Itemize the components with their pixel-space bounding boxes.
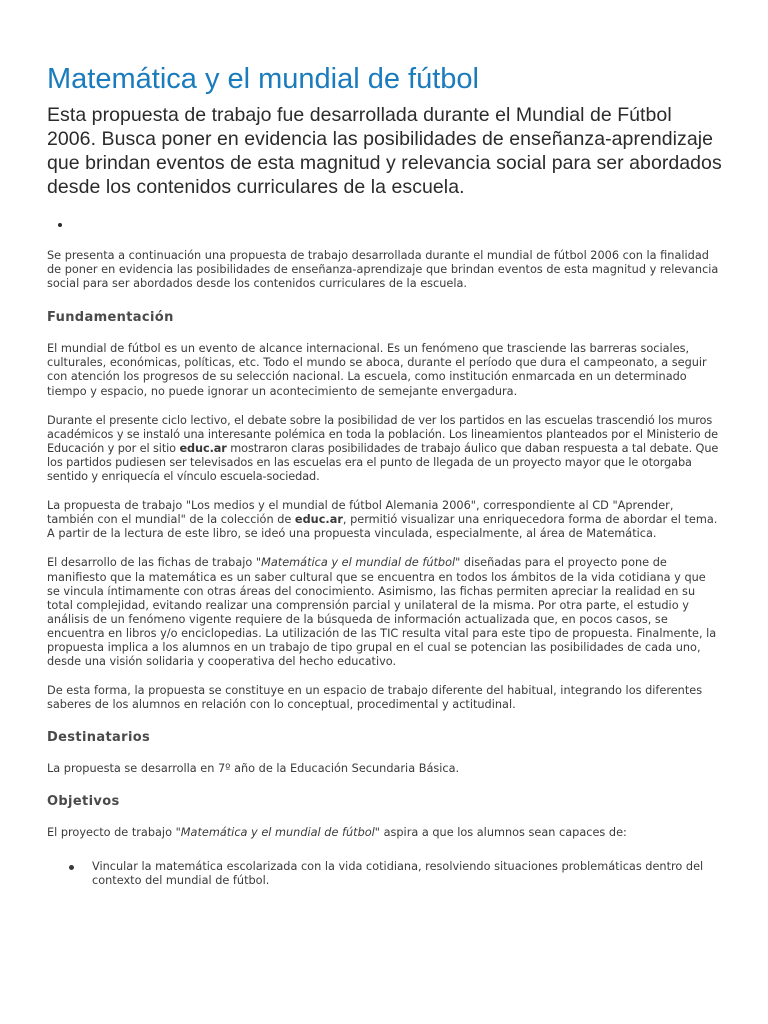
project-title-italic: "Matemática y el mundial de fútbol" — [255, 556, 461, 570]
objetivos-paragraph — [47, 826, 722, 840]
bullet-icon — [69, 865, 74, 870]
lead-paragraph: Esta propuesta de trabajo fue desarrollada durante el Mundial de Fútbol 2006. Busca poner en evidencia las posibilidades de enseñanza-aprendizaje que brindan eventos de esta magnitud y relevancia social para ser abordados desde los contenidos curriculares de la escuela. — [47, 104, 722, 198]
project-title-italic: "Matemática y el mundial de fútbol" — [175, 826, 380, 840]
page-title: Matemática y el mundial de fútbol — [47, 63, 479, 95]
objetivos-list — [47, 860, 722, 888]
educ-ar-link[interactable]: educ.ar — [179, 441, 227, 455]
paragraph-text: La propuesta de trabajo "Los medios y el mundial de fútbol Alemania 2006", correspondiente al CD "Aprender, también con el mundial" de la colección de — [47, 499, 674, 527]
fundamentacion-paragraph-2 — [47, 414, 722, 484]
paragraph-text: El proyecto de trabajo — [47, 826, 176, 840]
educ-ar-link[interactable]: educ.ar — [294, 513, 343, 527]
fundamentacion-paragraph-1: El mundial de fútbol es un evento de alcance internacional. Es un fenómeno que trasciende las barreras sociales, culturales, económicas, políticas, etc. Todo el mundo se aboca, durante el período que dura el campeonato, a seguir con atención los progresos de su selección nacional. La escuela, como institución enmarcada en un determinado tiempo y espacio, no puede ignorar un acontecimiento de semejante envergadura. — [47, 342, 707, 398]
list-item-text: Vincular la matemática escolarizada con la vida cotidiana, resolviendo situaciones problemáticas dentro del contexto del mundial de fútbol. — [92, 859, 704, 887]
paragraph-text: aspira a que los alumnos sean capaces de: — [379, 826, 627, 840]
fundamentacion-paragraph-4 — [47, 556, 722, 669]
section-heading-fundamentacion: Fundamentación — [47, 310, 174, 326]
paragraph-text: diseñadas para el proyecto pone de manifiesto que la matemática es un saber cultural que se encuentra en todos los ámbitos de la vida cotidiana y que se vincula íntimamente con otras áreas del conocimiento. Asimismo, las fichas permiten apreciar la realidad en su total complejidad, evitando realizar una comprensión parcial y unilateral de la misma. Por otra parte, el estudio y análisis de un fenómeno vigente requiere de la búsqueda de información actualizada que, en pocos casos, se encuentra en libros y/o enciclopedias. La utilización de las TIC resulta vital para este tipo de propuesta. Finalmente, la propuesta implica a los alumnos en un trabajo de tipo grupal en el cual se potencian las posibilidades de cada uno, desde una visión solidaria y cooperativa del hecho educativo. — [47, 556, 717, 669]
fundamentacion-paragraph-5: De esta forma, la propuesta se constituye en un espacio de trabajo diferente del habitual, integrando los diferentes saberes de los alumnos en relación con lo conceptual, procedimental y actitudinal. — [47, 684, 703, 712]
destinatarios-paragraph: La propuesta se desarrolla en 7º año de la Educación Secundaria Básica. — [47, 762, 460, 776]
paragraph-text: , permitió visualizar una enriquecedora forma de abordar el tema. A partir de la lectura de este libro, se ideó una propuesta vinculada, especialmente, al área de Matemática. — [47, 513, 718, 541]
paragraph-text: Durante el presente ciclo lectivo, el debate sobre la posibilidad de ver los partidos en las escuelas trascendió los muros académicos y se instaló una interesante polémica en toda la población. Los lineamientos planteados por el Ministerio de Educación y por el sitio — [47, 413, 719, 455]
list-item — [47, 860, 722, 888]
section-heading-objetivos: Objetivos — [47, 794, 120, 810]
empty-list-item — [73, 217, 722, 233]
paragraph-text: mostraron claras posibilidades de trabajo áulico que daban respuesta a tal debate. Que los partidos pudiesen ser televisados en las escuelas era el punto de llegada de un proyecto mayor que le otorgaba sentido y enriquecía el vínculo escuela-sociedad. — [47, 441, 719, 484]
empty-bullet-list — [47, 217, 722, 237]
intro-paragraph: Se presenta a continuación una propuesta de trabajo desarrollada durante el mundial de fútbol 2006 con la finalidad de poner en evidencia las posibilidades de enseñanza-aprendizaje que brindan eventos de esta magnitud y relevancia social para ser abordados desde los contenidos curriculares de la escuela. — [47, 249, 719, 291]
paragraph-text: El desarrollo de las fichas de trabajo — [47, 556, 256, 570]
fundamentacion-paragraph-3 — [47, 499, 722, 541]
section-heading-destinatarios: Destinatarios — [47, 730, 151, 746]
